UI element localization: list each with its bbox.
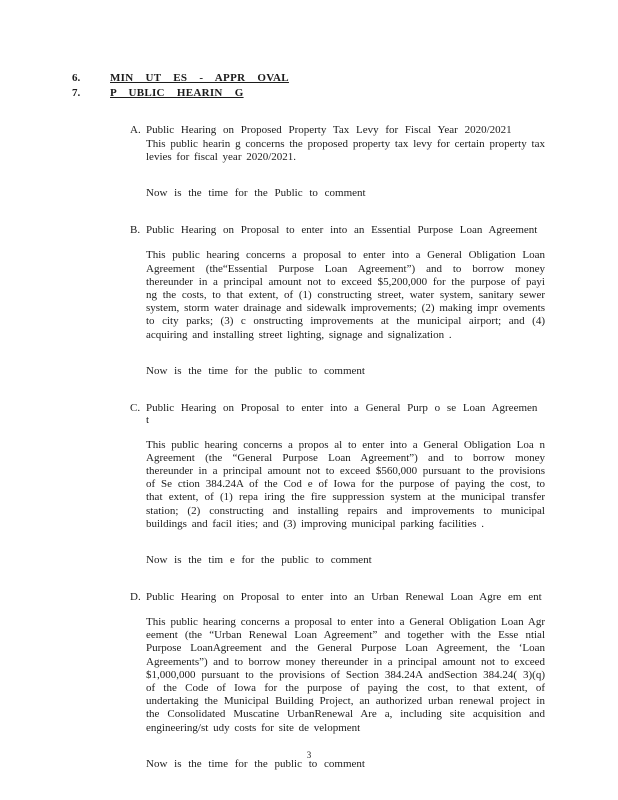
section-heading: Public Hearing on Proposal to enter into an Essential Purpose Loan Agreement [146,224,538,237]
section-heading-row [130,124,546,136]
section-heading: Public Hearing on Proposal to enter into an Urban Renewal Loan Agre em ent [146,591,542,603]
section-body: This public hearin g concerns the proposed property tax levy for certain property tax levies for fiscal year 2020/2021. [146,138,545,164]
section-letter: C. [130,401,141,414]
section-letter: D. [130,591,141,603]
page-number: 3 [306,750,312,760]
section-heading: Public Hearing on Proposed Property Tax Levy for Fiscal Year 2020/2021 [146,124,512,136]
agenda-item-public-hearing [72,87,546,99]
section-c [130,402,546,566]
agenda-item-title: MIN UT ES - APPR OVAL [110,72,289,84]
section-body: This public hearing concerns a proposal to enter into a General Obligation Loan Agr eement (the “Urban Renewal Loan Agreement” and together with the Esse ntial Purpose LoanAgreement and the General Purpose Loan Agreement, the ‘Loan Agreements”) and to borrow money thereunder in a principal amount not to exceed $1,000,000 pursuant to the provisions of Section 384.24A andSection 384.24( 3)(q) of the Code of Iowa for the purpose of paying the cost, to that extent, of undertaking the Municipal Building Project, an authorized urban renewal project in the Consolidated Muscatine UrbanRenewal Are a, including site acquisition and engineering/st udy costs for site de velopment [146,616,545,734]
section-heading-row [130,224,546,236]
section-comment: Now is the time for the public to comment [146,364,365,377]
agenda-item-title: P UBLIC HEARIN G [110,87,244,99]
section-body: This public hearing concerns a propos al to enter into a General Obligation Loa n Agreement (the “General Purpose Loan Agreement”) and to borrow money thereunder in a principal amount not to exceed $560,000 pursuant to the provisions of Se ction 384.24A of the Cod e of Iowa for the purpose of paying the cost, to that extent, of (1) repa iring the fire suppression system at the municipal transfer station; (2) constructing and installing repairs and improvements to municipal buildings and facil ities; and (3) improving municipal parking facilities . [146,438,545,530]
section-a [130,124,546,199]
section-heading-row [130,402,546,426]
agenda-item-minutes [72,72,546,84]
agenda-item-number: 7. [72,87,81,99]
section-b [130,224,546,376]
section-comment: Now is the tim e for the public to comment [146,554,372,566]
agenda-item-number: 6. [72,72,81,84]
section-comment: Now is the time for the Public to comment [146,187,366,200]
section-letter: A. [130,124,141,136]
section-heading: Public Hearing on Proposal to enter into a General Purp o se Loan Agreemen t [146,401,538,426]
section-heading-row [130,591,546,603]
section-d [130,591,546,770]
agenda-sections [130,124,546,770]
section-comment: Now is the time for the public to comment [146,757,365,770]
section-letter: B. [130,224,141,237]
section-body: This public hearing concerns a proposal to enter into a General Obligation Loan Agreement (the“Essential Purpose Loan Agreement”) and to borrow money thereunder in a principal amount not to exceed $5,200,000 for the purpose of payi ng the costs, to that extent, of (1) constructing street, water system, sanitary sewer system, storm water drainage and sidewalk improvements; (2) making impr ovements to city parks; (3) c onstructing improvements at the municipal airport; and (4) acquiring and installing street lighting, signage and signalization . [146,249,545,341]
